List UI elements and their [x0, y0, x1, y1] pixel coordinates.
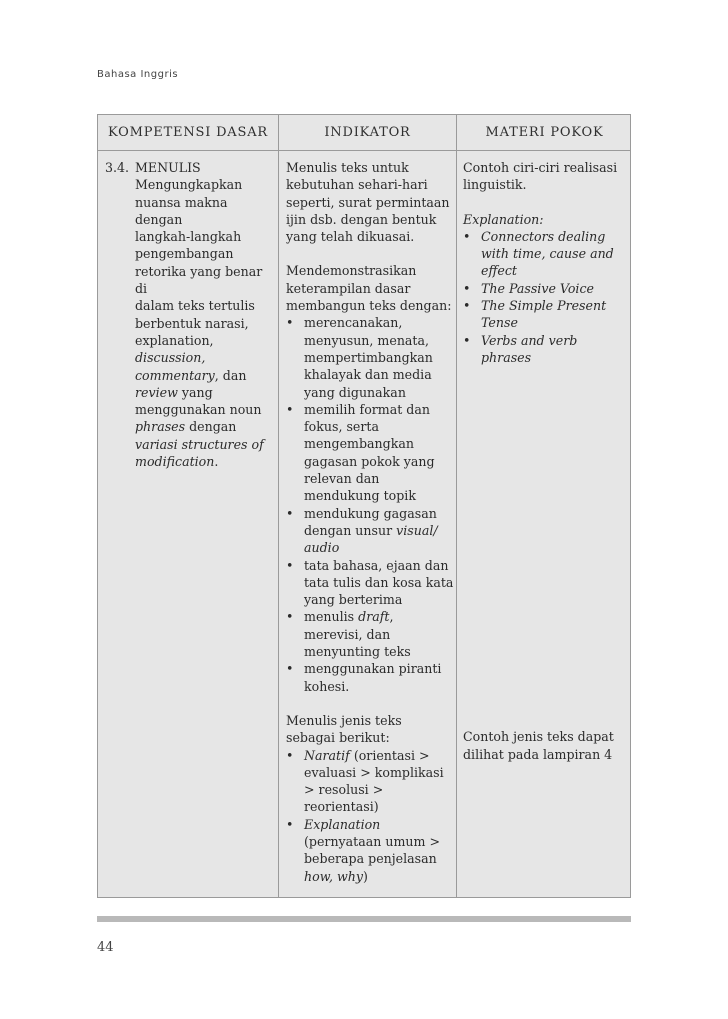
- bullet-icon: •: [286, 401, 294, 417]
- indicator-bullet-item: • menulis draft, merevisi, dan menyunting teks: [286, 609, 411, 660]
- indicator-line: Menulis teks untuk: [286, 160, 409, 175]
- competency-line: explanation,: [135, 332, 214, 348]
- competency-line: commentary, dan: [135, 367, 247, 383]
- indicator-line: seperti, surat permintaan: [286, 194, 450, 210]
- material-bullet-item: • Verbs and verb phrases: [463, 332, 578, 365]
- material-bullet-item: • The Simple Present Tense: [463, 298, 607, 331]
- competency-number: 3.4.: [105, 160, 130, 175]
- bullet-icon: •: [286, 661, 294, 677]
- kompetensi-dasar-cell: [105, 159, 275, 470]
- bullet-icon: •: [463, 332, 471, 348]
- bullet-icon: •: [463, 280, 471, 296]
- competency-line: langkah-langkah: [135, 229, 242, 245]
- indicator-bullet-item: • Naratif (orientasi > evaluasi > komplikasi > resolusi > reorientasi): [286, 747, 444, 815]
- header-kompetensi-dasar: KOMPETENSI DASAR: [108, 125, 268, 140]
- indicator-bullet-item: • menggunakan piranti kohesi.: [286, 661, 442, 694]
- competency-line: modification.: [135, 454, 219, 470]
- curriculum-table: [97, 114, 631, 898]
- indicator-line: Mendemonstrasikan: [286, 263, 417, 279]
- indikator-cell: [286, 159, 456, 885]
- running-header: Bahasa Inggris: [97, 69, 179, 80]
- column-divider: [278, 115, 279, 897]
- indicator-bullet-item: • Explanation (pernyataan umum > beberapa penjelasan how, why): [286, 816, 441, 884]
- material-bullet-item: • Connectors dealing with time, cause and effect: [463, 228, 614, 279]
- indicator-bullet-item: • memilih format dan fokus, serta mengembangkan gagasan pokok yang relevan dan mendukung topik: [286, 401, 435, 504]
- indicator-bullet-item: • mendukung gagasan dengan unsur visual/ audio: [286, 505, 438, 556]
- header-indikator: INDIKATOR: [324, 125, 411, 140]
- material-line: Contoh ciri-ciri realisasi: [463, 160, 618, 175]
- material-bullet-item: • The Passive Voice: [463, 280, 594, 296]
- indicator-bullet-item: • tata bahasa, ejaan dan tata tulis dan kosa kata yang berterima: [286, 557, 454, 608]
- indicator-line: kebutuhan sehari-hari: [286, 177, 428, 193]
- table-header-row: [98, 115, 630, 151]
- competency-line: menggunakan noun: [135, 402, 262, 418]
- bullet-icon: •: [463, 228, 471, 244]
- indicator-line: yang telah dikuasai.: [286, 229, 415, 245]
- bullet-icon: •: [286, 747, 294, 763]
- competency-line: retorika yang benar di: [135, 263, 263, 297]
- page-number: 44: [97, 940, 114, 955]
- competency-line: nuansa makna dengan: [135, 194, 228, 227]
- indicator-bullet-item: • merencanakan, menyusun, menata, mempertimbangkan khalayak dan media yang digunakan: [286, 315, 433, 400]
- competency-line: discussion,: [135, 350, 206, 366]
- indicator-line: sebagai berikut:: [286, 730, 390, 746]
- bullet-icon: •: [286, 505, 294, 521]
- competency-line: phrases dengan: [135, 419, 237, 435]
- header-materi-pokok: MATERI POKOK: [485, 125, 604, 140]
- materi-pokok-cell: [463, 159, 629, 763]
- indicator-line: membangun teks dengan:: [286, 298, 452, 314]
- bullet-icon: •: [286, 557, 294, 573]
- material-line: linguistik.: [463, 177, 527, 193]
- competency-line: berbentuk narasi,: [135, 315, 249, 331]
- indicator-line: Menulis jenis teks: [286, 712, 402, 728]
- competency-line: dalam teks tertulis: [135, 298, 255, 314]
- bullet-icon: •: [286, 315, 294, 331]
- material-heading: Explanation:: [463, 211, 544, 227]
- material-line: Contoh jenis teks dapat: [463, 729, 614, 745]
- material-line: dilihat pada lampiran 4: [463, 746, 613, 762]
- indicator-line: keterampilan dasar: [286, 280, 411, 296]
- footer-rule: [97, 916, 631, 922]
- bullet-icon: •: [286, 816, 294, 832]
- bullet-icon: •: [463, 298, 471, 314]
- competency-line: variasi structures of: [135, 436, 264, 452]
- bullet-icon: •: [286, 609, 294, 625]
- competency-line: Mengungkapkan: [135, 177, 243, 193]
- column-divider: [456, 115, 457, 897]
- indicator-line: ijin dsb. dengan bentuk: [286, 211, 437, 227]
- competency-line: pengembangan: [135, 246, 234, 262]
- competency-heading: MENULIS: [135, 160, 201, 175]
- competency-line: review yang: [135, 384, 213, 400]
